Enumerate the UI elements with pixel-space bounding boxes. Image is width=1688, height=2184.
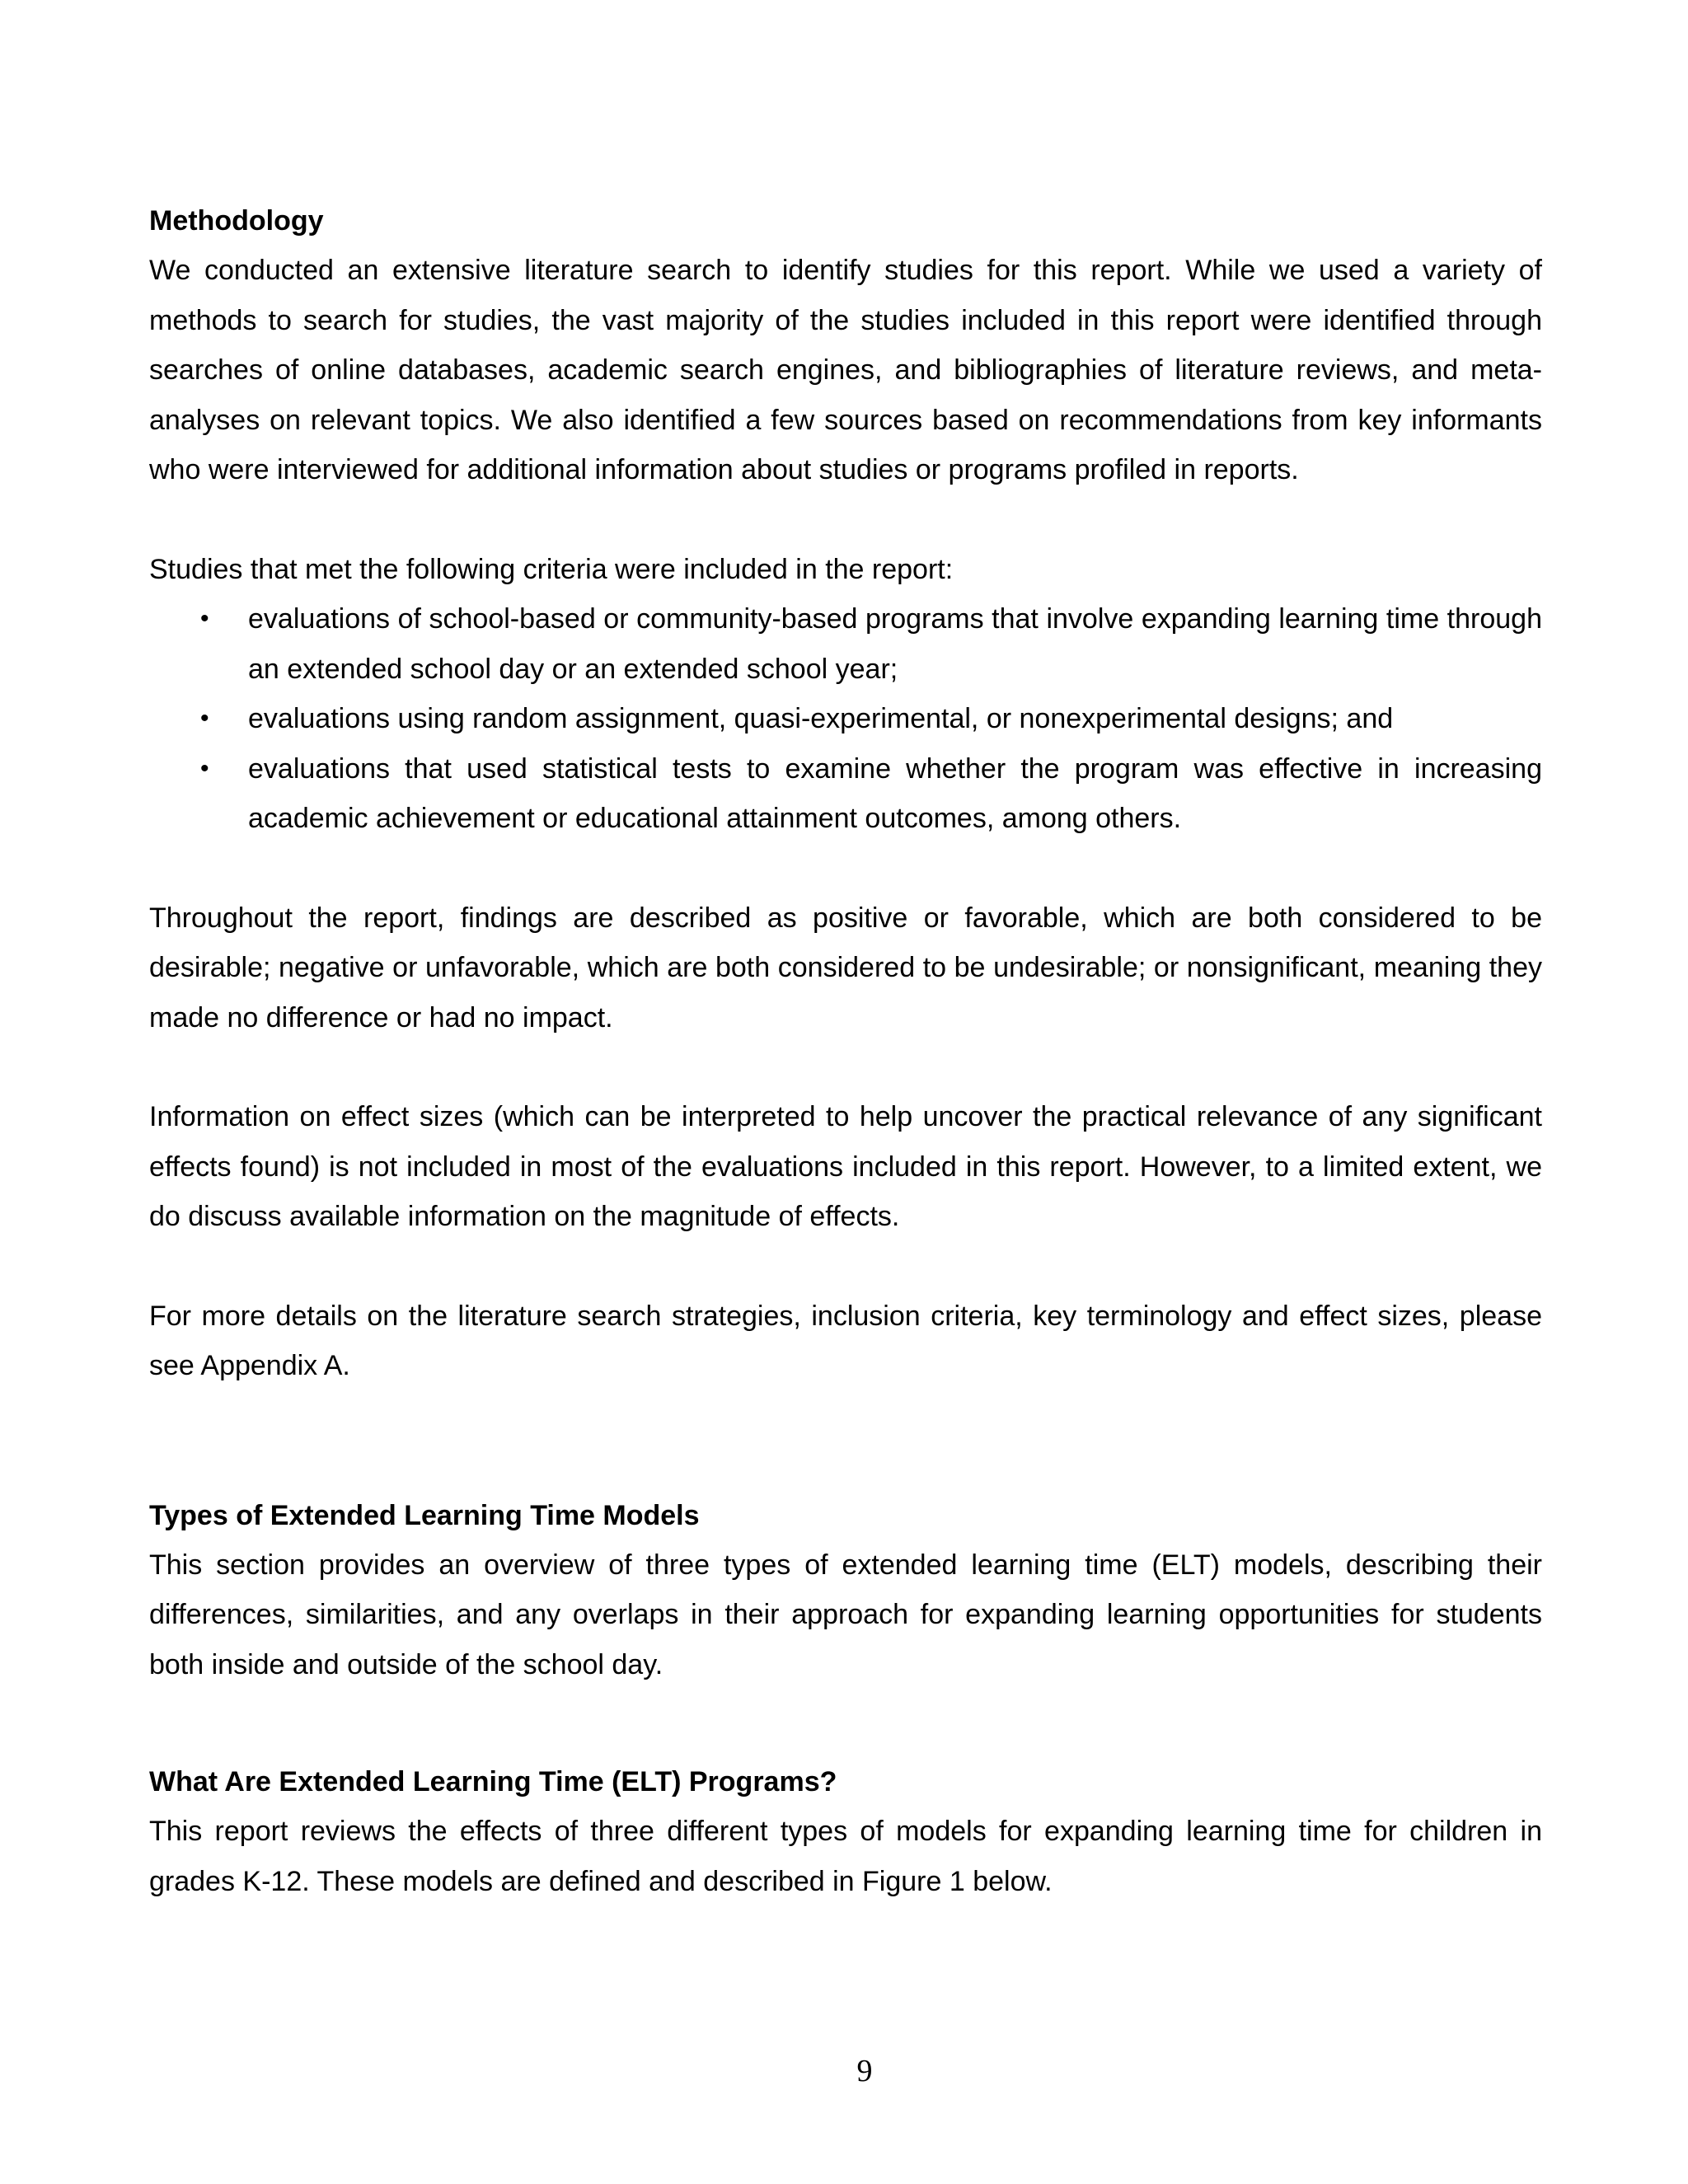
bullet-icon: • [200,754,209,782]
types-heading: Types of Extended Learning Time Models [149,1499,700,1531]
criteria-text: evaluations of school-based or community-based programs that involve expanding learning time through an extended school day or an extended school year; [248,603,1542,685]
methodology-heading: Methodology [149,205,324,237]
criteria-item [149,594,1542,694]
criteria-list [149,594,1542,844]
details-paragraph: For more details on the literature search strategies, inclusion criteria, key terminology and effect sizes, please see Appendix A. [149,1300,1542,1381]
bullet-icon: • [200,705,209,732]
criteria-intro: Studies that met the following criteria were included in the report: [149,553,954,585]
effect-sizes-paragraph: Information on effect sizes (which can be interpreted to help uncover the practical relevance of any significant effects found) is not included in most of the evaluations included in this report. However, to a limited extent, we do discuss available information on the magnitude of effects. [149,1101,1542,1232]
page-body [149,196,1542,1906]
methodology-paragraph: We conducted an extensive literature search to identify studies for this report. While we used a variety of methods to search for studies, the vast majority of the studies included in this report were identified through searches of online databases, academic search engines, and bibliographies of literature reviews, and meta-analyses on relevant topics. We also identified a few sources based on recommendations from key informants who were interviewed for additional information about studies or programs profiled in reports. [149,255,1542,485]
criteria-text: evaluations using random assignment, quasi-experimental, or nonexperimental designs; and [248,703,1394,734]
criteria-item [149,694,1542,744]
types-paragraph: This section provides an overview of three types of extended learning time (ELT) models, describing their differences, similarities, and any overlaps in their approach for expanding learning opportunities for students both inside and outside of the school day. [149,1549,1542,1680]
bullet-icon: • [200,605,209,632]
criteria-text: evaluations that used statistical tests to examine whether the program was effective in increasing academic achievement or educational attainment outcomes, among others. [248,752,1542,834]
findings-paragraph: Throughout the report, findings are described as positive or favorable, which are both considered to be desirable; negative or unfavorable, which are both considered to be undesirable; or nonsignificant, meaning they made no difference or had no impact. [149,902,1542,1033]
elt-programs-heading: What Are Extended Learning Time (ELT) Programs? [149,1766,837,1797]
criteria-item [149,744,1542,844]
page-number: 9 [856,2054,873,2088]
elt-programs-paragraph: This report reviews the effects of three different types of models for expanding learning time for children in grades K-12. These models are defined and described in Figure 1 below. [149,1816,1542,1897]
